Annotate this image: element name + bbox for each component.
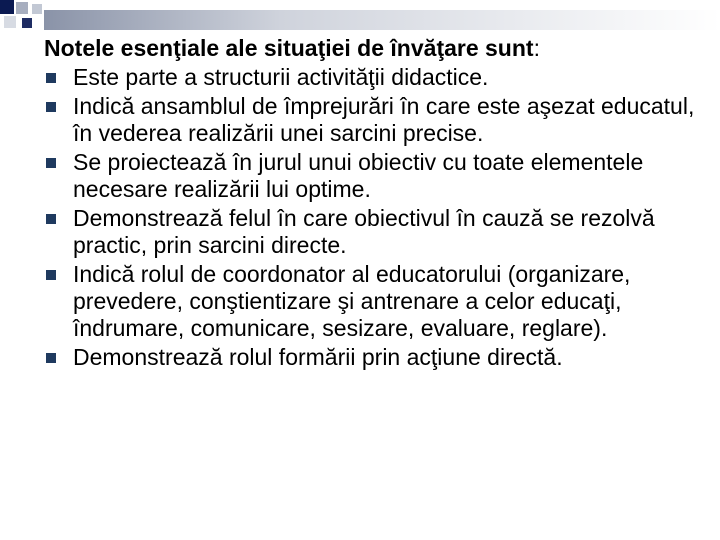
decor-square-light-2	[32, 4, 42, 14]
header-gradient-bar	[44, 10, 720, 30]
list-item	[44, 149, 704, 203]
square-bullet-icon	[46, 214, 56, 224]
header-decoration	[0, 0, 720, 40]
decor-square-dark-2	[22, 18, 32, 28]
heading-colon: :	[533, 35, 540, 61]
square-bullet-icon	[46, 73, 56, 83]
decor-square-light	[4, 16, 16, 28]
list-item-text: Se proiectează în jurul unui obiectiv cu toate elementele necesare realizării lui optime.	[73, 149, 644, 202]
square-bullet-icon	[46, 102, 56, 112]
list-item-text: Demonstrează rolul formării prin acţiune directă.	[73, 344, 563, 370]
list-item	[44, 93, 704, 147]
decor-square-mid	[16, 2, 28, 14]
square-bullet-icon	[46, 270, 56, 280]
list-item	[44, 205, 704, 259]
slide-content	[44, 35, 704, 373]
square-bullet-icon	[46, 353, 56, 363]
slide-heading	[44, 35, 704, 62]
list-item	[44, 344, 704, 371]
list-item	[44, 261, 704, 342]
list-item	[44, 64, 704, 91]
bullet-list	[44, 64, 704, 371]
list-item-text: Demonstrează felul în care obiectivul în cauză se rezolvă practic, prin sarcini directe.	[73, 205, 655, 258]
square-bullet-icon	[46, 158, 56, 168]
list-item-text: Indică ansamblul de împrejurări în care este aşezat educatul, în vederea realizării unei sarcini precise.	[73, 93, 695, 146]
list-item-text: Indică rolul de coordonator al educatorului (organizare, prevedere, conştientizare şi antrenare a celor educaţi, îndrumare, comunicare, sesizare, evaluare, reglare).	[73, 261, 631, 341]
list-item-text: Este parte a structurii activităţii didactice.	[73, 64, 489, 90]
decor-square-dark	[0, 0, 14, 14]
heading-text: Notele esenţiale ale situaţiei de învăţare sunt	[44, 35, 534, 61]
